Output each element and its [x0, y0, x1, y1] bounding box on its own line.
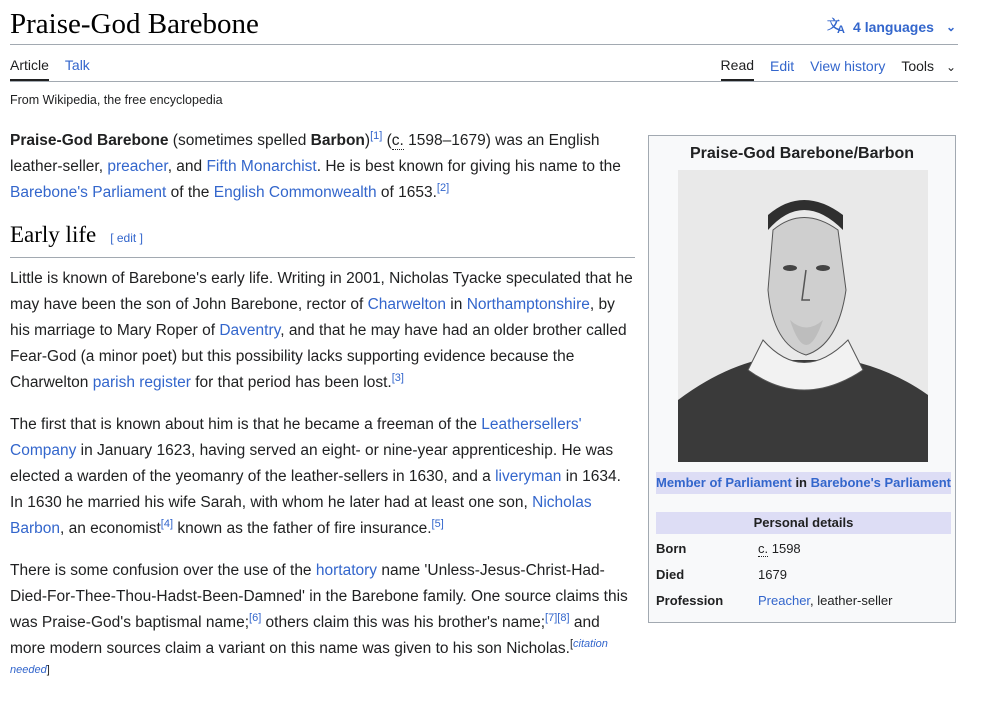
text: in January 1623, having served an eight- or nine-year apprenticeship. He was elected a warden of the yeomanry of the leather-sellers in 1630, and a [10, 442, 614, 485]
link-barebones-parliament[interactable]: Barebone's Parliament [10, 184, 167, 201]
text: ( [382, 132, 392, 149]
personal-details-header: Personal details [656, 512, 951, 534]
title-divider [10, 44, 958, 45]
link-charwelton[interactable]: Charwelton [367, 296, 446, 313]
chevron-down-icon: ⌄ [945, 19, 956, 34]
svg-text:文: 文 [827, 17, 841, 32]
link-liveryman[interactable]: liveryman [495, 468, 562, 485]
view-tabs [721, 57, 956, 81]
alt-name: Barbon [310, 132, 365, 149]
tab-article[interactable]: Article [10, 57, 49, 81]
text: , and [167, 158, 207, 175]
link-preacher-infobox[interactable]: Preacher [758, 593, 811, 608]
link-hortatory[interactable]: hortatory [315, 562, 378, 579]
office-header [656, 472, 951, 494]
text: (sometimes spelled [168, 132, 311, 149]
ref-3[interactable]: [3] [391, 371, 404, 384]
text: name 'Unless-Jesus-Christ-Had-Died-For-Thee-Thou-Hadst-Been-Damned' in the Barebone family. One source claims this was Praise-God's baptismal name; [10, 562, 628, 631]
text: of the [166, 184, 214, 201]
tools-menu[interactable] [901, 58, 956, 80]
text: , and that he may have had an older brother called Fear-God (a minor poet) but this possibility lacks supporting evidence because the Charwelton [10, 322, 627, 391]
text: , an economist [59, 520, 161, 537]
subject-name: Praise-God Barebone [10, 132, 169, 149]
ref-6[interactable]: [6] [249, 611, 262, 624]
text: . He is best known for giving his name to the [316, 158, 621, 175]
section-heading-early-life [10, 222, 635, 258]
circa-abbr: c. [391, 132, 404, 149]
text: in 1634. In 1630 he married his wife Sarah, with whom he later had at least one son, [10, 468, 621, 511]
portrait-image[interactable] [678, 170, 928, 462]
translate-icon [827, 16, 847, 37]
died-value: 1679 [758, 567, 787, 582]
link-leathersellers-company[interactable]: Leathersellers' Company [10, 416, 582, 459]
page-title: Praise-God Barebone [10, 8, 259, 40]
svg-text:A: A [837, 24, 845, 34]
tools-label: Tools [901, 58, 935, 74]
text: [ [569, 637, 574, 650]
link-preacher[interactable]: preacher [107, 158, 168, 175]
text: The first that is known about him is that he became a freeman of the [10, 416, 482, 433]
text: for that period has been lost. [190, 374, 392, 391]
text: ) [364, 132, 371, 149]
tab-view-history[interactable]: View history [810, 58, 886, 74]
text: others claim this was his brother's name; [261, 614, 546, 631]
section-edit-link[interactable]: [ edit ] [110, 231, 143, 245]
lead-paragraph [10, 128, 635, 206]
paragraph-1 [10, 266, 635, 396]
ref-7[interactable]: [7] [545, 611, 558, 624]
link-english-commonwealth[interactable]: English Commonwealth [213, 184, 377, 201]
ref-2[interactable]: [2] [436, 181, 450, 194]
link-northamptonshire[interactable]: Northamptonshire [466, 296, 590, 313]
infobox [648, 135, 956, 623]
infobox-title: Praise-God Barebone/Barbon [689, 145, 915, 162]
link-fifth-monarchist[interactable]: Fifth Monarchist [206, 158, 317, 175]
languages-label: 4 languages [853, 18, 934, 35]
tab-read[interactable]: Read [721, 57, 754, 81]
text: and more modern sources claim a variant on this name was given to his son Nicholas. [10, 614, 600, 657]
born-value [758, 541, 801, 556]
text: known as the father of fire insurance. [173, 520, 432, 537]
ref-8[interactable]: [8] [557, 611, 570, 624]
text: , leather-seller [810, 593, 893, 608]
born-label: Born [656, 541, 687, 556]
profession-label: Profession [656, 593, 724, 608]
infobox-row-died [656, 567, 951, 582]
text: 1598–1679) was an English leather-seller, [10, 132, 600, 175]
died-label: Died [656, 567, 685, 582]
paragraph-3 [10, 558, 635, 688]
namespace-tabs [10, 57, 90, 81]
tab-talk[interactable]: Talk [64, 57, 90, 73]
tabs-divider [10, 81, 958, 82]
text: Little is known of Barebone's early life. Writing in 2001, Nicholas Tyacke speculated that he may have been the son of John Barebone, rector of [10, 270, 633, 313]
ref-5[interactable]: [5] [431, 517, 444, 530]
infobox-row-born [656, 541, 951, 556]
text: of 1653. [376, 184, 437, 201]
infobox-row-profession [656, 593, 951, 608]
link-daventry[interactable]: Daventry [219, 322, 281, 339]
ref-4[interactable]: [4] [160, 517, 174, 530]
link-barebones-parliament-infobox[interactable]: Barebone's Parliament [810, 475, 951, 490]
citation-needed-link[interactable]: citation needed [10, 637, 608, 676]
circa-abbr: c. [758, 541, 769, 556]
link-parish-register[interactable]: parish register [92, 374, 191, 391]
ref-1[interactable]: [1] [370, 129, 383, 142]
text: in [791, 475, 811, 490]
language-selector[interactable] [827, 16, 956, 37]
paragraph-2 [10, 412, 635, 542]
chevron-down-icon: ⌄ [945, 60, 956, 74]
text: , by his marriage to Mary Roper of [10, 296, 615, 339]
link-member-of-parliament[interactable]: Member of Parliament [656, 475, 792, 490]
text: ] [46, 663, 50, 676]
section-title: Early life [10, 222, 97, 247]
text: in [446, 296, 467, 313]
site-tagline: From Wikipedia, the free encyclopedia [10, 93, 223, 107]
profession-value [758, 593, 892, 608]
article-body [10, 128, 635, 704]
text: There is some confusion over the use of the [10, 562, 316, 579]
tab-edit[interactable]: Edit [770, 58, 795, 74]
text: 1598 [768, 541, 801, 556]
link-nicholas-barbon[interactable]: Nicholas Barbon [10, 494, 592, 537]
